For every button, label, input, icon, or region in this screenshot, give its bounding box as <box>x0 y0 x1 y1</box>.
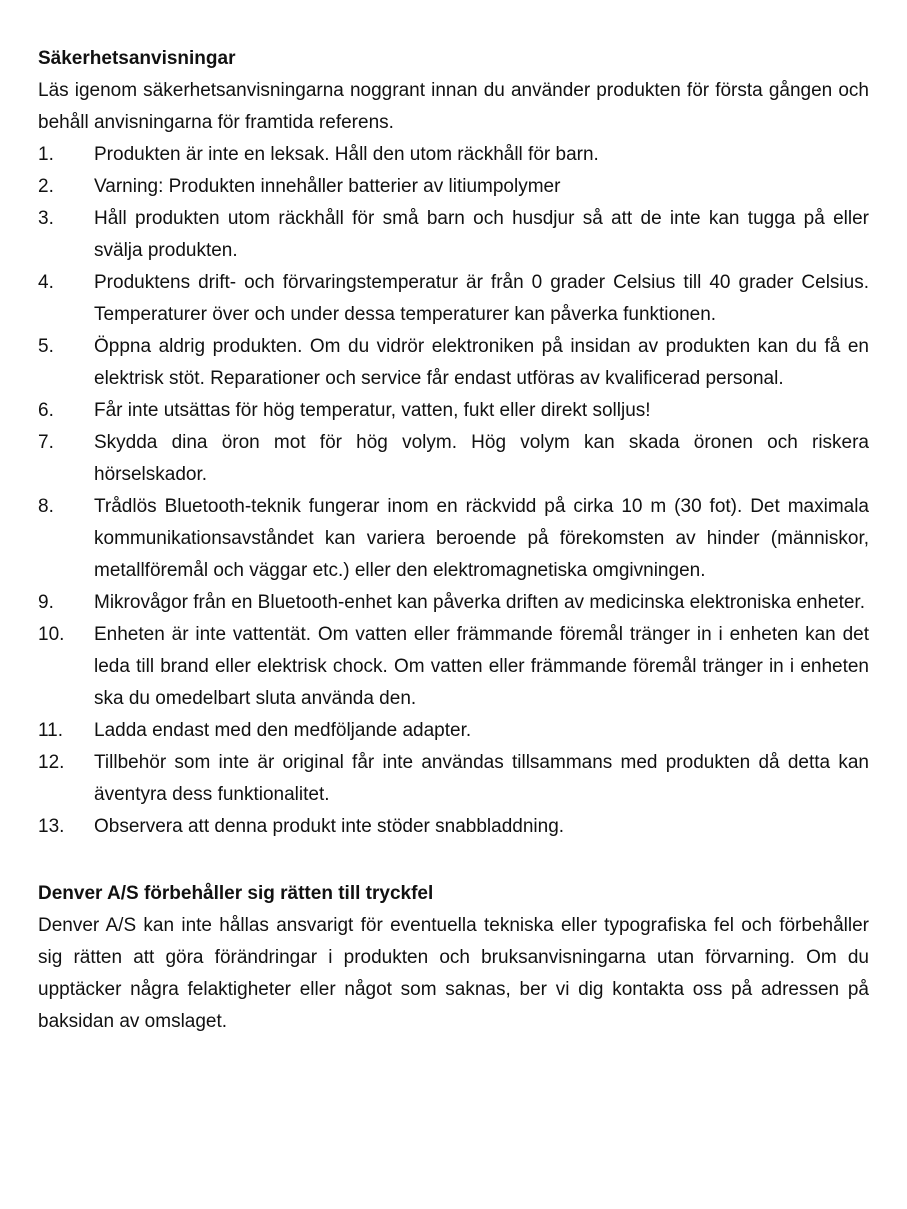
disclaimer-text: Denver A/S kan inte hållas ansvarigt för eventuella tekniska eller typografiska fel och förbehåller sig rätten att göra förändringar i produkten och bruksanvisningarna utan förvarning. Om du upptäcker några felaktigheter eller något som saknas, ber vi dig kontakta oss på adressen på baksidan av omslaget. <box>38 915 869 1032</box>
item-text: Trådlös Bluetooth-teknik fungerar inom en räckvidd på cirka 10 m (30 fot). Det maximala kommunikationsavståndet kan variera beroende på förekomsten av hinder (människor, metallföremål och väggar etc.) eller den elektromagnetiska omgivningen. <box>94 496 869 581</box>
item-text: Tillbehör som inte är original får inte användas tillsammans med produkten då detta kan äventyra dess funktionalitet. <box>94 752 869 805</box>
item-text: Skydda dina öron mot för hög volym. Hög volym kan skada öronen och riskera hörselskador. <box>94 432 869 485</box>
item-text: Öppna aldrig produkten. Om du vidrör elektroniken på insidan av produkten kan du få en elektrisk stöt. Reparationer och service får endast utföras av kvalificerad personal. <box>94 336 869 389</box>
item-number: 9. <box>38 592 54 613</box>
list-item <box>38 267 869 331</box>
list-item <box>38 139 869 171</box>
item-number: 13. <box>38 816 65 837</box>
item-number: 12. <box>38 752 65 773</box>
list-item <box>38 171 869 203</box>
safety-intro: Läs igenom säkerhetsanvisningarna noggrant innan du använder produkten för första gången och behåll anvisningarna för framtida referens. <box>38 80 869 133</box>
list-item <box>38 619 869 715</box>
disclaimer-heading: Denver A/S förbehåller sig rätten till tryckfel <box>38 883 434 904</box>
list-item <box>38 747 869 811</box>
item-number: 11. <box>38 720 64 741</box>
disclaimer-section <box>38 878 869 1038</box>
item-text: Observera att denna produkt inte stöder snabbladdning. <box>94 816 565 837</box>
list-item <box>38 395 869 427</box>
item-number: 10. <box>38 624 65 645</box>
item-number: 3. <box>38 208 54 229</box>
item-text: Mikrovågor från en Bluetooth-enhet kan påverka driften av medicinska elektroniska enheter. <box>94 592 865 613</box>
item-number: 5. <box>38 336 54 357</box>
item-number: 2. <box>38 176 54 197</box>
item-number: 8. <box>38 496 54 517</box>
item-number: 4. <box>38 272 54 293</box>
list-item <box>38 491 869 587</box>
item-text: Enheten är inte vattentät. Om vatten eller främmande föremål tränger in i enheten kan det leda till brand eller elektrisk chock. Om vatten eller främmande föremål tränger in i enheten ska du omedelbart sluta använda den. <box>94 624 869 709</box>
item-number: 6. <box>38 400 54 421</box>
item-text: Produktens drift- och förvaringstemperatur är från 0 grader Celsius till 40 grader Celsius. Temperaturer över och under dessa temperaturer kan påverka funktionen. <box>94 272 869 325</box>
list-item <box>38 587 869 619</box>
item-text: Får inte utsättas för hög temperatur, vatten, fukt eller direkt solljus! <box>94 400 651 421</box>
safety-heading: Säkerhetsanvisningar <box>38 48 236 69</box>
safety-list <box>38 139 869 843</box>
item-text: Håll produkten utom räckhåll för små barn och husdjur så att de inte kan tugga på eller svälja produkten. <box>94 208 869 261</box>
item-number: 7. <box>38 432 54 453</box>
item-text: Ladda endast med den medföljande adapter. <box>94 720 472 741</box>
list-item <box>38 811 869 843</box>
item-text: Produkten är inte en leksak. Håll den utom räckhåll för barn. <box>94 144 599 165</box>
list-item <box>38 331 869 395</box>
list-item <box>38 715 869 747</box>
list-item <box>38 203 869 267</box>
item-number: 1. <box>38 144 54 165</box>
list-item <box>38 427 869 491</box>
safety-section <box>38 43 869 843</box>
item-text: Varning: Produkten innehåller batterier av litiumpolymer <box>94 176 561 197</box>
